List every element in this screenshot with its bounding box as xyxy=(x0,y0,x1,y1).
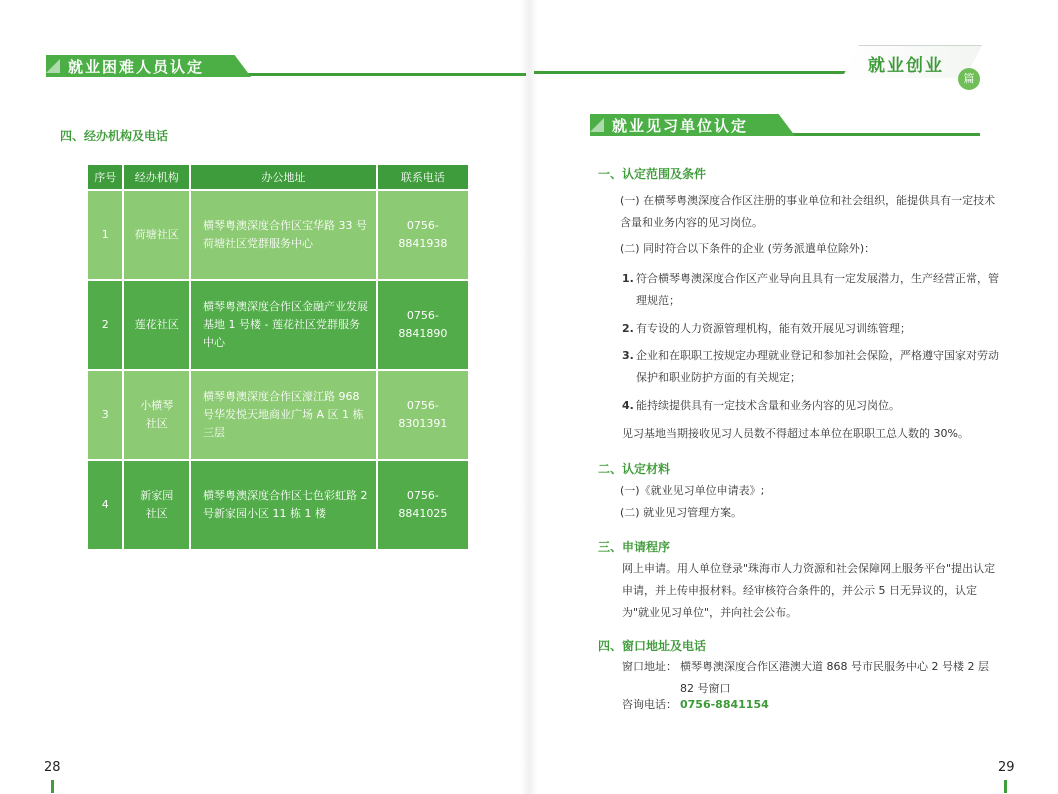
cell-no: 1 xyxy=(87,190,123,280)
cond-4-text: 能持续提供具有一定技术含量和业务内容的见习岗位。 xyxy=(636,399,900,412)
left-page-marker xyxy=(51,780,54,793)
cond-1-number: 1. xyxy=(622,272,634,285)
cell-addr: 横琴粤澳深度合作区七色彩虹路 2 号新家园小区 11 栋 1 楼 xyxy=(190,460,377,550)
book-spine-shadow xyxy=(520,0,538,794)
right-header-banner xyxy=(534,45,994,90)
col-header-phone: 联系电话 xyxy=(377,164,469,190)
section-title-scope: 一、认定范围及条件 xyxy=(598,167,707,181)
phone-value: 0756-8841154 xyxy=(680,698,769,711)
cell-no: 4 xyxy=(87,460,123,550)
col-header-org: 经办机构 xyxy=(123,164,190,190)
cell-phone: 0756-8301391 xyxy=(377,370,469,460)
section-title-procedure: 三、申请程序 xyxy=(598,540,671,554)
cell-addr: 横琴粤澳深度合作区宝华路 33 号荷塘社区党群服务中心 xyxy=(190,190,377,280)
col-header-addr: 办公地址 xyxy=(190,164,377,190)
material-item-1: (一)《就业见习单位申请表》; xyxy=(620,484,765,497)
table-row xyxy=(87,460,469,550)
table-header-row xyxy=(87,164,469,190)
window-address: 横琴粤澳深度合作区港澳大道 868 号市民服务中心 2 号楼 2 层 82 号窗口 xyxy=(680,660,989,695)
cell-addr: 横琴粤澳深度合作区金融产业发展基地 1 号楼 - 莲花社区党群服务中心 xyxy=(190,280,377,370)
cell-org: 小横琴社区 xyxy=(123,370,190,460)
cond-4-number: 4. xyxy=(622,399,634,412)
cell-phone: 0756-8841025 xyxy=(377,460,469,550)
right-page-number: 29 xyxy=(998,760,1015,775)
cell-org: 莲花社区 xyxy=(123,280,190,370)
cell-org: 新家园社区 xyxy=(123,460,190,550)
section-title-window: 四、窗口地址及电话 xyxy=(598,639,707,653)
chapter-title: 就业创业 xyxy=(868,56,944,76)
cell-no: 2 xyxy=(87,280,123,370)
left-header-title: 就业困难人员认定 xyxy=(68,58,205,76)
material-item-2: (二) 就业见习管理方案。 xyxy=(620,506,743,519)
phone-label: 咨询电话： xyxy=(622,698,677,711)
window-address-label: 窗口地址： xyxy=(622,660,677,673)
cond-3-number: 3. xyxy=(622,349,634,362)
chapter-badge: 篇 xyxy=(958,68,980,90)
cell-no: 3 xyxy=(87,370,123,460)
left-page-number: 28 xyxy=(44,760,61,775)
left-header-banner xyxy=(46,55,526,79)
section-title-materials: 二、认定材料 xyxy=(598,462,671,476)
procedure-text: 网上申请。用人单位登录"珠海市人力资源和社会保障网上服务平台"提出认定申请，并上传申报材料。经审核符合条件的，并公示 5 日无异议的，认定为"就业见习单位"，并向社会公布。 xyxy=(622,562,996,619)
cell-addr: 横琴粤澳深度合作区濠江路 968 号华发悦天地商业广场 A 区 1 栋三层 xyxy=(190,370,377,460)
cond-2-number: 2. xyxy=(622,322,634,335)
sub-header-banner xyxy=(590,114,980,140)
scope-note: 见习基地当期接收见习人员数不得超过本单位在职职工总人数的 30%。 xyxy=(622,427,969,440)
sub-header-title: 就业见习单位认定 xyxy=(612,117,749,135)
col-header-no: 序号 xyxy=(87,164,123,190)
cond-3-text: 企业和在职职工按规定办理就业登记和参加社会保险，严格遵守国家对劳动保护和职业防护方面的有关规定； xyxy=(636,349,999,384)
cond-2-text: 有专设的人力资源管理机构，能有效开展见习训练管理； xyxy=(636,322,911,335)
table-row xyxy=(87,280,469,370)
right-page-marker xyxy=(1004,780,1007,793)
cond-1-text: 符合横琴粤澳深度合作区产业导向且具有一定发展潜力，生产经营正常，管理规范； xyxy=(636,272,999,307)
table-row xyxy=(87,370,469,460)
office-table xyxy=(86,163,470,551)
cell-phone: 0756-8841890 xyxy=(377,280,469,370)
scope-item-2: (二) 同时符合以下条件的企业 (劳务派遣单位除外)： xyxy=(620,242,876,255)
table-row xyxy=(87,190,469,280)
cell-phone: 0756-8841938 xyxy=(377,190,469,280)
section-title-offices: 四、经办机构及电话 xyxy=(60,129,169,143)
cell-org: 荷塘社区 xyxy=(123,190,190,280)
scope-item-1: (一) 在横琴粤澳深度合作区注册的事业单位和社会组织，能提供具有一定技术含量和业务内容的见习岗位。 xyxy=(620,194,996,229)
